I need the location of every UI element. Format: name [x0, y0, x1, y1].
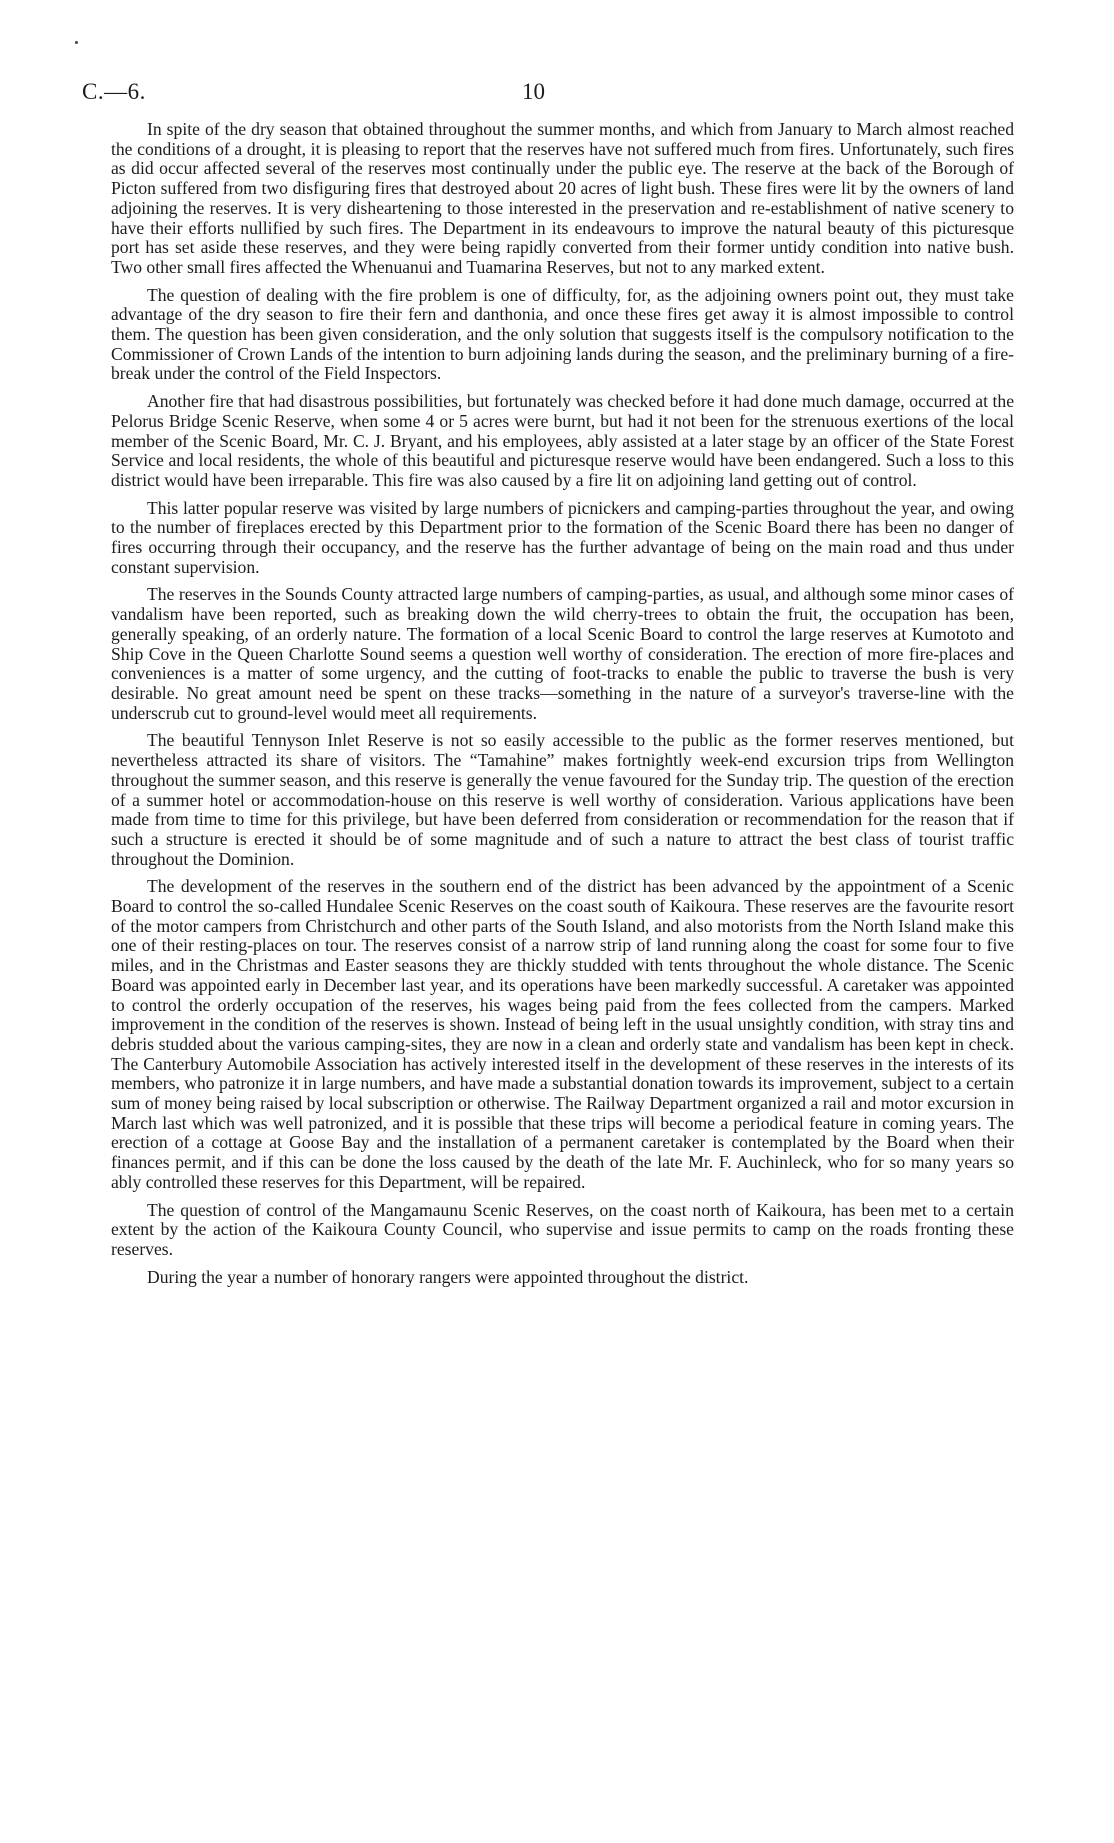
paragraph-sounds-county: The reserves in the Sounds County attracted large numbers of camping-parties, as usual, and although some minor cases of vandalism have been reported, such as breaking down the wild cherry-trees to obtain the fruit, the occupation has been, generally speaking, of an orderly nature. The formation of a local Scenic Board to control the large reserves at Kumototo and Ship Cove in the Queen Charlotte Sound seems a question well worthy of consideration. The erection of more fire-places and conveniences is a matter of some urgency, and the cutting of foot-tracks to enable the public to traverse the bush is very desirable. No great amount need be spent on these tracks—something in the nature of a surveyor's traverse-line with the underscrub cut to ground-level would meet all requirements. — [111, 584, 1014, 723]
paragraph-fire-problem: The question of dealing with the fire problem is one of difficulty, for, as the adjoining owners point out, they must take advantage of the dry season to fire their fern and danthonia, and once these fires get away it is almost impossible to control them. The question has been given consideration, and the only solution that suggests itself is the compulsory notification to the Commissioner of Crown Lands of the intention to burn adjoining lands during the season, and the preliminary burning of a fire-break under the control of the Field Inspectors. — [111, 284, 1014, 384]
paragraph-fires: In spite of the dry season that obtained throughout the summer months, and which from January to March almost reached the conditions of a drought, it is pleasing to report that the reserves have not suffered much from fires. Unfortunately, such fires as did occur affected several of the reserves most continually under the public eye. The reserve at the back of the Borough of Picton suffered from two disfiguring fires that destroyed about 20 acres of light bush. These fires were lit by the owners of land adjoining the reserves. It is very disheartening to those interested in the preservation and re-establishment of native scenery to have their efforts nullified by such fires. The Department in its endeavours to improve the natural beauty of this picturesque port has set aside these reserves, and they were being rapidly converted from their former untidy condition into native bush. Two other small fires affected the Whenuanui and Tuamarina Reserves, but not to any marked extent. — [111, 119, 1014, 277]
paragraph-popular-reserve: This latter popular reserve was visited by large numbers of picnickers and camping-parties throughout the year, and owing to the number of fireplaces erected by this Department prior to the formation of the Scenic Board there has been no danger of fires occurring through their occupancy, and the reserve has the further advantage of being on the main road and thus under constant supervision. — [111, 497, 1014, 577]
body-text — [111, 120, 1014, 1295]
paragraph-pelorus-fire: Another fire that had disastrous possibilities, but fortunately was checked before it had done much damage, occurred at the Pelorus Bridge Scenic Reserve, when some 4 or 5 acres were burnt, but had it not been for the strenuous exertions of the local member of the Scenic Board, Mr. C. J. Bryant, and his employees, ably assisted at a later stage by an officer of the State Forest Service and local residents, the whole of this beautiful and picturesque reserve would have been endangered. Such a loss to this district would have been irreparable. This fire was also caused by a fire lit on adjoining land getting out of control. — [111, 391, 1014, 490]
paragraph-tennyson-inlet: The beautiful Tennyson Inlet Reserve is not so easily accessible to the public as the former reserves mentioned, but nevertheless attracted its share of visitors. The “Tamahine” makes fortnightly week-end excursion trips from Wellington throughout the summer season, and this reserve is generally the venue favoured for the Sunday trip. The question of the erection of a summer hotel or accommodation-house on this reserve is well worthy of consideration. Various applications have been made from time to time for this privilege, but have been deferred from consideration or recommendation for the reason that if such a structure is erected it should be of some magnitude and of such a nature to attract the best class of tourist traffic throughout the Dominion. — [111, 730, 1014, 869]
paragraph-honorary-rangers: During the year a number of honorary rangers were appointed throughout the district. — [147, 1266, 749, 1287]
paragraph-hundalee-reserves: The development of the reserves in the southern end of the district has been advanced by the appointment of a Scenic Board to control the so-called Hundalee Scenic Reserves on the coast south of Kaikoura. These reserves are the favourite resort of the motor campers from Christchurch and other parts of the South Island, and also motorists from the North Island make this one of their resting-places on tour. The reserves consist of a narrow strip of land running along the coast for some four to five miles, and in the Christmas and Easter seasons they are thickly studded with tents throughout the whole distance. The Scenic Board was appointed early in December last year, and its operations have been markedly successful. A caretaker was appointed to control the orderly occupation of the reserves, his wages being paid from the fees collected from the campers. Marked improvement in the condition of the reserves is shown. Instead of being left in the usual unsightly condition, with stray tins and debris studded about the various camping-sites, they are now in a clean and orderly state and vandalism has been kept in check. The Canterbury Automobile Association has actively interested itself in the development of these reserves in the interests of its members, who patronize it in large numbers, and have made a substantial donation towards its improvement, subject to a certain sum of money being raised by local subscription or otherwise. The Railway Department organized a rail and motor excursion in March last which was well patronized, and it is possible that these trips will become a periodical feature in coming years. The erection of a cottage at Goose Bay and the installation of a permanent caretaker is contemplated by the Board when their finances permit, and if this can be done the loss caused by the death of the late Mr. F. Auchinleck, who for so many years so ably controlled these reserves for this Department, will be repaired. — [111, 876, 1014, 1192]
page-number: 10 — [522, 79, 545, 104]
paragraph-mangamaunu: The question of control of the Mangamaunu Scenic Reserves, on the coast north of Kaikoura, has been met to a certain extent by the action of the Kaikoura County Council, who supervise and issue permits to camp on the roads fronting these reserves. — [111, 1199, 1014, 1259]
scan-speck — [75, 41, 78, 44]
page-header — [82, 77, 982, 107]
document-reference: C.—6. — [82, 79, 146, 104]
